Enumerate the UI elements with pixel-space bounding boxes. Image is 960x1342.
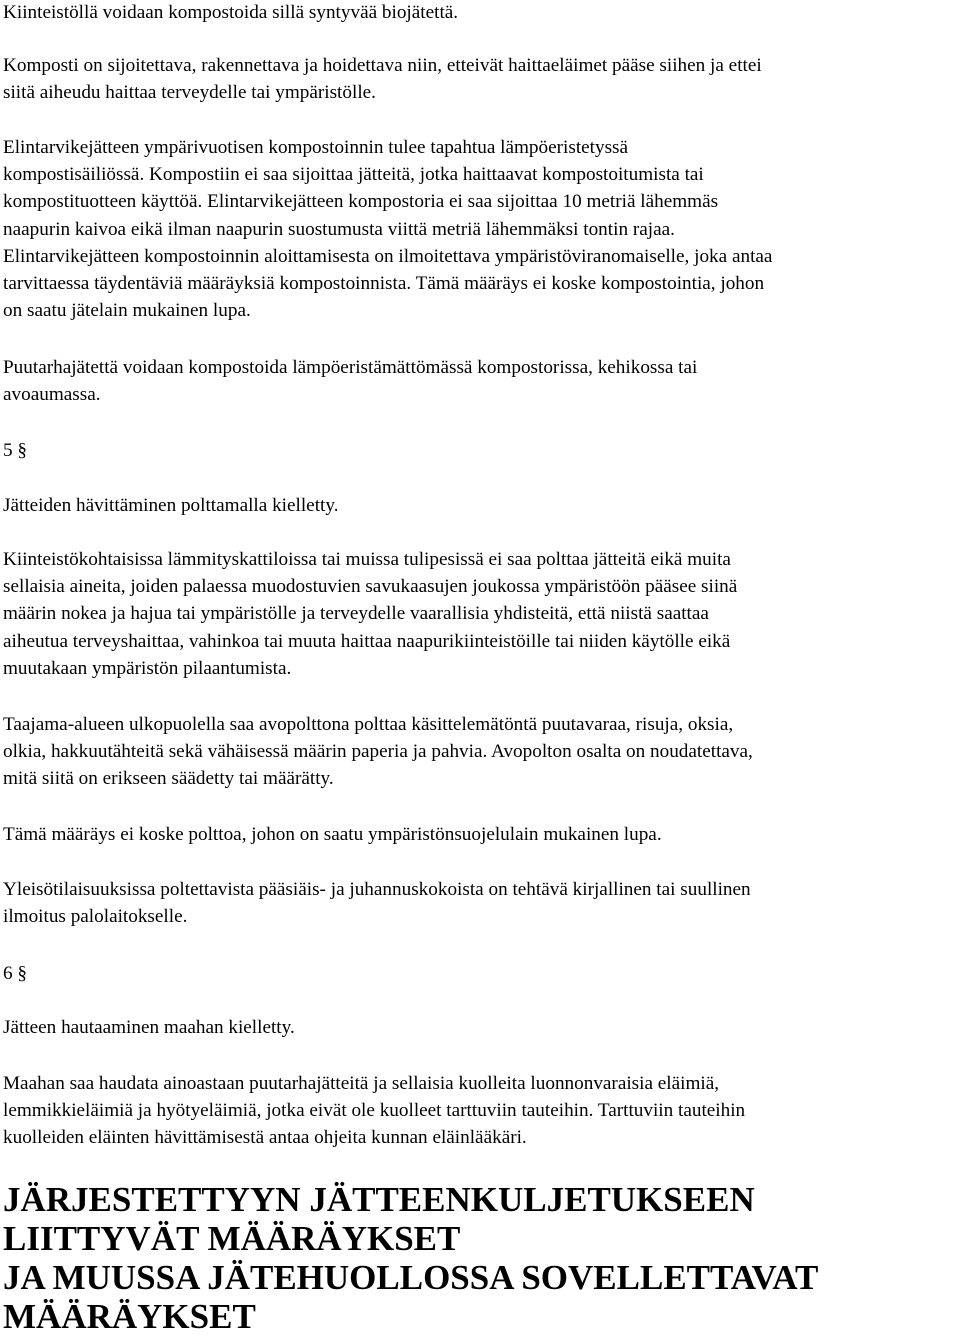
text-line: Elintarvikejätteen kompostoinnin aloittamisesta on ilmoitettava ympäristöviranomaiselle, joka antaa bbox=[3, 245, 773, 267]
text-line: Puutarhajätettä voidaan kompostoida lämpöeristämättömässä kompostorissa, kehikossa tai bbox=[3, 357, 698, 378]
section-6-title: Jätteen hautaaminen maahan kielletty. bbox=[3, 1017, 295, 1038]
text-line: avoaumassa. bbox=[3, 384, 101, 406]
paragraph-burial bbox=[3, 1070, 745, 1152]
text-line: aiheutua terveyshaittaa, vahinkoa tai muuta haittaa naapurikiinteistöille tai niiden käytölle eikä bbox=[3, 630, 731, 652]
section-6-number: 6 § bbox=[3, 963, 27, 984]
text-line: Taajama-alueen ulkopuolella saa avopolttona polttaa käsittelemätöntä puutavaraa, risuja, oksia, bbox=[3, 714, 734, 735]
text-line: Kiinteistökohtaisissa lämmityskattiloissa tai muissa tulipesissä ei saa polttaa jätteitä eikä muita bbox=[3, 549, 731, 570]
text-line: kompostituotteen käyttöä. Elintarvikejätteen kompostoria ei saa sijoittaa 10 metriä lähemmäs bbox=[3, 191, 719, 213]
text-line: Yleisötilaisuuksissa poltettavista pääsiäis- ja juhannuskokoista on tehtävä kirjallinen tai suullinen bbox=[3, 879, 751, 900]
section-5-title: Jätteiden hävittäminen polttamalla kielletty. bbox=[3, 495, 339, 516]
text-line: on saatu jätelain mukainen lupa. bbox=[3, 300, 251, 322]
paragraph-permit: Tämä määräys ei koske polttoa, johon on saatu ympäristönsuojelulain mukainen lupa. bbox=[3, 824, 662, 845]
text-line: lemmikkieläimiä ja hyötyeläimiä, jotka eivät ole kuolleet tarttuviin tauteihin. Tarttuviin tauteihin bbox=[3, 1100, 746, 1122]
section-5-number: 5 § bbox=[3, 440, 27, 461]
paragraph-intro: Kiinteistöllä voidaan kompostoida sillä syntyvää biojätettä. bbox=[3, 2, 459, 23]
text-line: Maahan saa haudata ainoastaan puutarhajätteitä ja sellaisia kuolleita luonnonvaraisia eläimiä, bbox=[3, 1073, 720, 1094]
text-line: kompostisäiliössä. Kompostiin ei saa sijoittaa jätteitä, jotka haittaavat kompostoitumista tai bbox=[3, 164, 704, 186]
text-line: määrin nokea ja hajua tai ympäristölle ja terveydelle vaarallisia yhdisteitä, että niistä saattaa bbox=[3, 603, 709, 625]
paragraph-open-burning bbox=[3, 711, 753, 793]
text-line: ilmoitus palolaitokselle. bbox=[3, 906, 188, 928]
heading-line: MÄÄRÄYKSET bbox=[3, 1297, 256, 1336]
text-line: muutakaan ympäristön pilaantumista. bbox=[3, 657, 292, 679]
text-line: kuolleiden eläinten hävittämisestä antaa ohjeita kunnan eläinlääkäri. bbox=[3, 1127, 527, 1149]
text-line: Elintarvikejätteen ympärivuotisen kompostoinnin tulee tapahtua lämpöeristetyssä bbox=[3, 137, 629, 158]
paragraph-food-waste bbox=[3, 134, 772, 324]
chapter-heading bbox=[3, 1180, 818, 1336]
text-line: siitä aiheudu haittaa terveydelle tai ympäristölle. bbox=[3, 82, 376, 104]
heading-line: JÄRJESTETTYYN JÄTTEENKULJETUKSEEN bbox=[3, 1180, 755, 1219]
heading-line: LIITTYVÄT MÄÄRÄYKSET bbox=[3, 1219, 461, 1258]
text-line: olkia, hakkuutähteitä sekä vähäisessä määrin paperia ja pahvia. Avopolton osalta on noudatettava, bbox=[3, 741, 753, 763]
paragraph-burning-ban bbox=[3, 546, 737, 682]
text-line: sellaisia aineita, joiden palaessa muodostuvien savukaasujen joukossa ympäristöön pääsee siinä bbox=[3, 576, 738, 598]
paragraph-garden-waste bbox=[3, 354, 697, 408]
text-line: naapurin kaivoa eikä ilman naapurin suostumusta viittä metriä lähemmäksi tontin rajaa. bbox=[3, 218, 675, 240]
text-line: Komposti on sijoitettava, rakennettava ja hoidettava niin, etteivät haittaeläimet pääse siihen ja ettei bbox=[3, 55, 762, 76]
text-line: tarvittaessa täydentäviä määräyksiä kompostoinnista. Tämä määräys ei koske kompostointia, johon bbox=[3, 273, 765, 295]
paragraph-compost-placement bbox=[3, 52, 762, 106]
heading-line: JA MUUSSA JÄTEHUOLLOSSA SOVELLETTAVAT bbox=[3, 1258, 819, 1297]
text-line: mitä siitä on erikseen säädetty tai määrätty. bbox=[3, 768, 334, 790]
paragraph-bonfire bbox=[3, 876, 751, 930]
